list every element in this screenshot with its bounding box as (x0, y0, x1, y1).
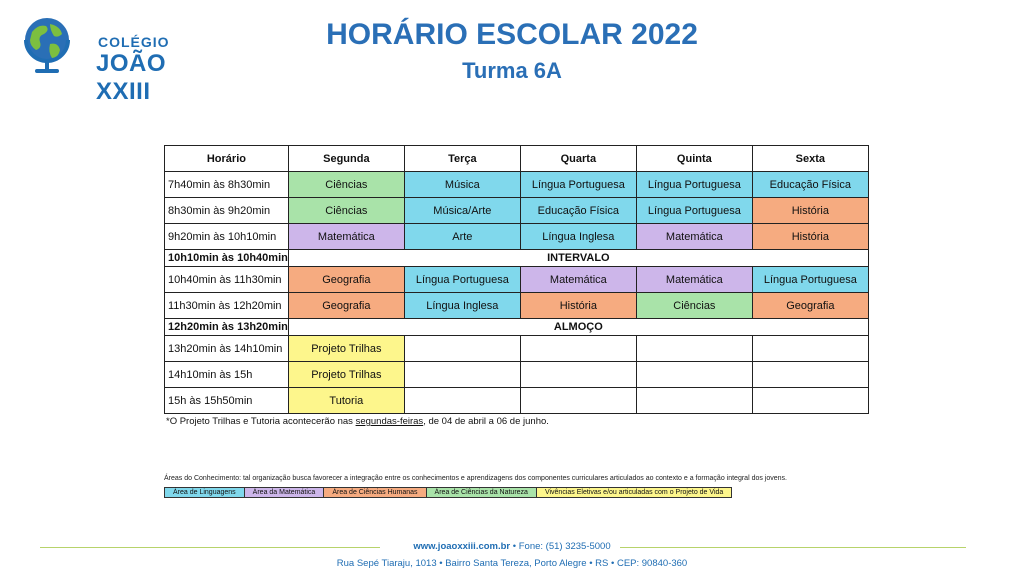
subject-cell: Projeto Trilhas (288, 336, 404, 362)
subject-cell: Geografia (752, 293, 868, 319)
areas-legend (164, 487, 731, 498)
table-row (165, 250, 869, 267)
table-row (165, 388, 869, 414)
table-row (165, 293, 869, 319)
table-row (165, 224, 869, 250)
subject-cell: Música/Arte (404, 198, 520, 224)
column-header: Quarta (520, 146, 636, 172)
footer-phone: • Fone: (51) 3235-5000 (512, 541, 611, 552)
footnote-text-end: , de 04 de abril a 06 de junho. (423, 416, 549, 427)
subject-cell: Língua Portuguesa (636, 172, 752, 198)
subject-cell: História (752, 198, 868, 224)
column-header: Sexta (752, 146, 868, 172)
subject-cell: Matemática (636, 267, 752, 293)
subject-cell: Língua Portuguesa (636, 198, 752, 224)
subject-cell: Arte (404, 224, 520, 250)
time-cell: 15h às 15h50min (165, 388, 289, 414)
table-row (165, 198, 869, 224)
subject-cell: Matemática (288, 224, 404, 250)
break-band: ALMOÇO (288, 319, 868, 336)
subject-cell: Música (404, 172, 520, 198)
time-cell: 13h20min às 14h10min (165, 336, 289, 362)
column-header: Segunda (288, 146, 404, 172)
table-row (165, 336, 869, 362)
footnote-text: *O Projeto Trilhas e Tutoria acontecerão nas (166, 416, 356, 427)
table-row (165, 319, 869, 336)
page-subtitle: Turma 6A (462, 58, 562, 83)
time-cell: 14h10min às 15h (165, 362, 289, 388)
break-band: INTERVALO (288, 250, 868, 267)
time-cell: 9h20min às 10h10min (165, 224, 289, 250)
footer-address: Rua Sepé Tiaraju, 1013 • Bairro Santa Tereza, Porto Alegre • RS • CEP: 90840-360 (336, 558, 688, 569)
schedule-table (164, 145, 869, 414)
time-cell: 11h30min às 12h20min (165, 293, 289, 319)
column-header: Terça (404, 146, 520, 172)
legend-item: Área de Ciências Humanas (323, 487, 426, 498)
legend-item: Área de Ciências da Natureza (426, 487, 537, 498)
subject-cell: Língua Portuguesa (520, 172, 636, 198)
subject-cell: Língua Inglesa (404, 293, 520, 319)
subject-cell (752, 362, 868, 388)
column-header: Quinta (636, 146, 752, 172)
areas-description: Áreas do Conhecimento: tal organização busca favorecer a integração entre os conhecimentos e aprendizagens dos componentes curriculares articulados ao contexto e a formação integral dos jovens. (164, 475, 787, 482)
time-cell: 12h20min às 13h20min (165, 319, 289, 336)
subject-cell: História (520, 293, 636, 319)
subject-cell (520, 362, 636, 388)
subject-cell: Matemática (520, 267, 636, 293)
subject-cell: Ciências (288, 198, 404, 224)
table-row (165, 267, 869, 293)
page-title: HORÁRIO ESCOLAR 2022 (326, 18, 698, 51)
table-row (165, 172, 869, 198)
subject-cell (404, 362, 520, 388)
subject-cell (404, 388, 520, 414)
legend-item: Vivências Eletivas e/ou articuladas com o Projeto de Vida (536, 487, 732, 498)
subject-cell: Língua Inglesa (520, 224, 636, 250)
footer-contact (0, 541, 1024, 552)
time-cell: 10h40min às 11h30min (165, 267, 289, 293)
footer-website[interactable]: www.joaoxxiii.com.br (413, 541, 511, 552)
subject-cell: Matemática (636, 224, 752, 250)
subject-cell: Projeto Trilhas (288, 362, 404, 388)
subject-cell: Ciências (288, 172, 404, 198)
column-header: Horário (165, 146, 289, 172)
legend-item: Área da Matemática (244, 487, 325, 498)
subject-cell (752, 388, 868, 414)
subject-cell: Língua Portuguesa (404, 267, 520, 293)
subject-cell: História (752, 224, 868, 250)
time-cell: 7h40min às 8h30min (165, 172, 289, 198)
logo-small-text: COLÉGIO (98, 34, 170, 50)
table-header-row (165, 146, 869, 172)
subject-cell: Geografia (288, 293, 404, 319)
subject-cell: Educação Física (520, 198, 636, 224)
time-cell: 10h10min às 10h40min (165, 250, 289, 267)
subject-cell (636, 336, 752, 362)
subject-cell (752, 336, 868, 362)
subject-cell: Educação Física (752, 172, 868, 198)
subject-cell: Língua Portuguesa (752, 267, 868, 293)
subject-cell: Geografia (288, 267, 404, 293)
subject-cell (520, 388, 636, 414)
time-cell: 8h30min às 9h20min (165, 198, 289, 224)
subject-cell (404, 336, 520, 362)
subject-cell (636, 362, 752, 388)
subject-cell (636, 388, 752, 414)
footnote (166, 416, 549, 427)
table-row (165, 362, 869, 388)
legend-item: Área de Linguagens (164, 487, 245, 498)
subject-cell: Ciências (636, 293, 752, 319)
logo-big-text: JOÃO XXIII (96, 50, 167, 105)
subject-cell (520, 336, 636, 362)
footnote-underlined: segundas-feiras (355, 416, 424, 427)
subject-cell: Tutoria (288, 388, 404, 414)
